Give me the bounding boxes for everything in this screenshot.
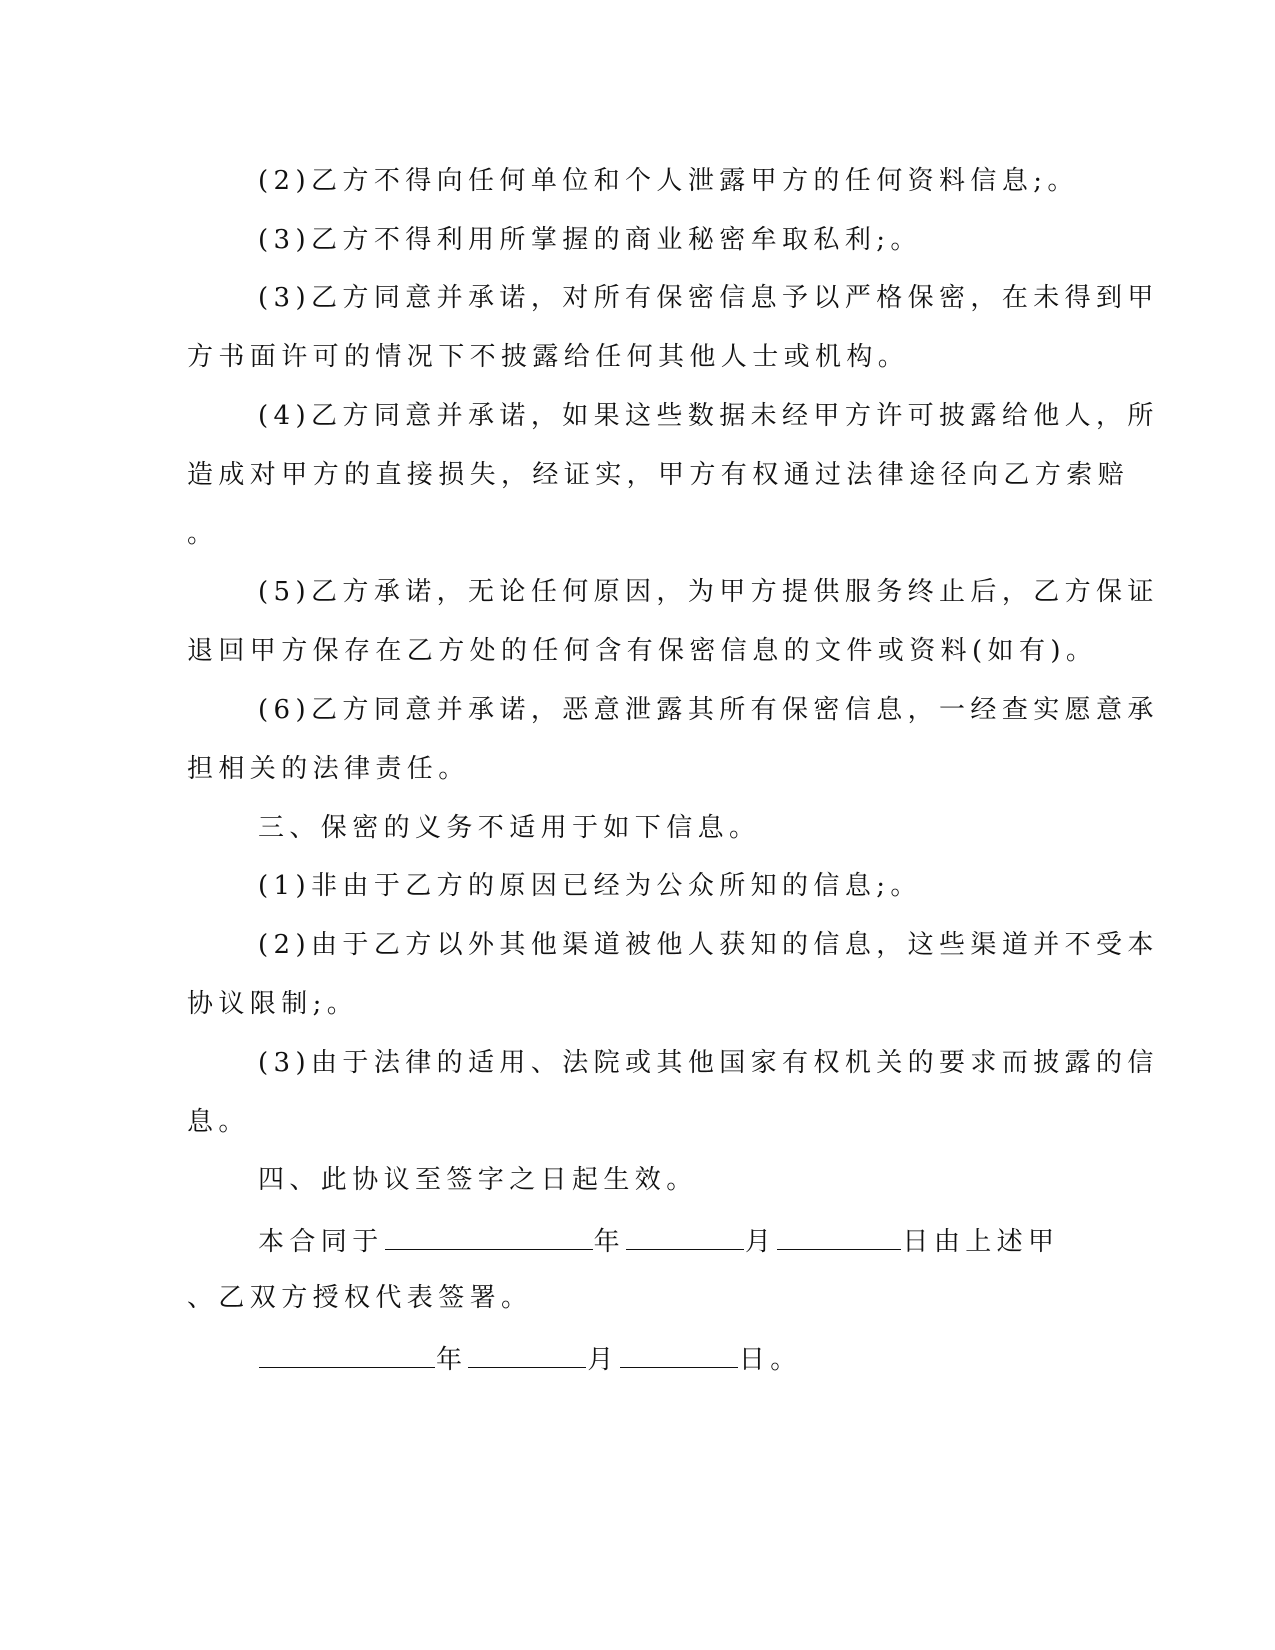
section-4-heading: 四、此协议至签字之日起生效。 — [258, 1165, 698, 1195]
date-day-label: 日。 — [738, 1345, 802, 1375]
exception-3-line-2: 息。 — [187, 1107, 250, 1137]
date-year-blank[interactable] — [259, 1337, 435, 1368]
signing-day-blank[interactable] — [777, 1219, 901, 1250]
signing-month-label: 月 — [745, 1227, 777, 1257]
signing-year-label: 年 — [593, 1227, 626, 1257]
section-3-heading: 三、保密的义务不适用于如下信息。 — [258, 813, 761, 843]
clause-3-line: (3)乙方不得利用所掌握的商业秘密牟取私利;。 — [258, 225, 922, 255]
date-month-blank[interactable] — [468, 1337, 586, 1368]
date-day-blank[interactable] — [620, 1337, 738, 1368]
exception-3-line-1: (3)由于法律的适用、法院或其他国家有权机关的要求而披露的信 — [258, 1048, 1159, 1078]
signing-prefix: 本合同于 — [258, 1227, 384, 1257]
signing-line — [258, 1219, 1067, 1259]
signing-continuation: 、乙双方授权代表签署。 — [187, 1283, 533, 1313]
exception-2-line-1: (2)由于乙方以外其他渠道被他人获知的信息，这些渠道并不受本 — [258, 930, 1159, 960]
clause-5-line-1: (5)乙方承诺，无论任何原因，为甲方提供服务终止后，乙方保证 — [258, 577, 1159, 607]
clause-3b-line-2: 方书面许可的情况下不披露给任何其他人士或机构。 — [187, 342, 910, 372]
signing-month-blank[interactable] — [626, 1219, 744, 1250]
clause-4-line-2: 造成对甲方的直接损失，经证实，甲方有权通过法律途径向乙方索赔 — [187, 460, 1130, 490]
exception-2-line-2: 协议限制;。 — [187, 989, 359, 1019]
signing-day-suffix: 日由上述甲 — [902, 1227, 1060, 1257]
date-month-label: 月 — [587, 1345, 619, 1375]
clause-3b-line-1: (3)乙方同意并承诺，对所有保密信息予以严格保密，在未得到甲 — [258, 283, 1159, 313]
clause-4-line-3: 。 — [187, 519, 219, 549]
clause-2-line: (2)乙方不得向任何单位和个人泄露甲方的任何资料信息;。 — [258, 166, 1079, 196]
exception-1-line: (1)非由于乙方的原因已经为公众所知的信息;。 — [258, 871, 922, 901]
clause-6-line-2: 担相关的法律责任。 — [187, 754, 470, 784]
date-line — [258, 1337, 1067, 1377]
clause-4-line-1: (4)乙方同意并承诺，如果这些数据未经甲方许可披露给他人，所 — [258, 401, 1159, 431]
signing-year-blank[interactable] — [385, 1219, 593, 1250]
clause-5-line-2: 退回甲方保存在乙方处的任何含有保密信息的文件或资料(如有)。 — [187, 636, 1098, 666]
date-year-label: 年 — [436, 1345, 468, 1375]
clause-6-line-1: (6)乙方同意并承诺，恶意泄露其所有保密信息，一经查实愿意承 — [258, 695, 1159, 725]
